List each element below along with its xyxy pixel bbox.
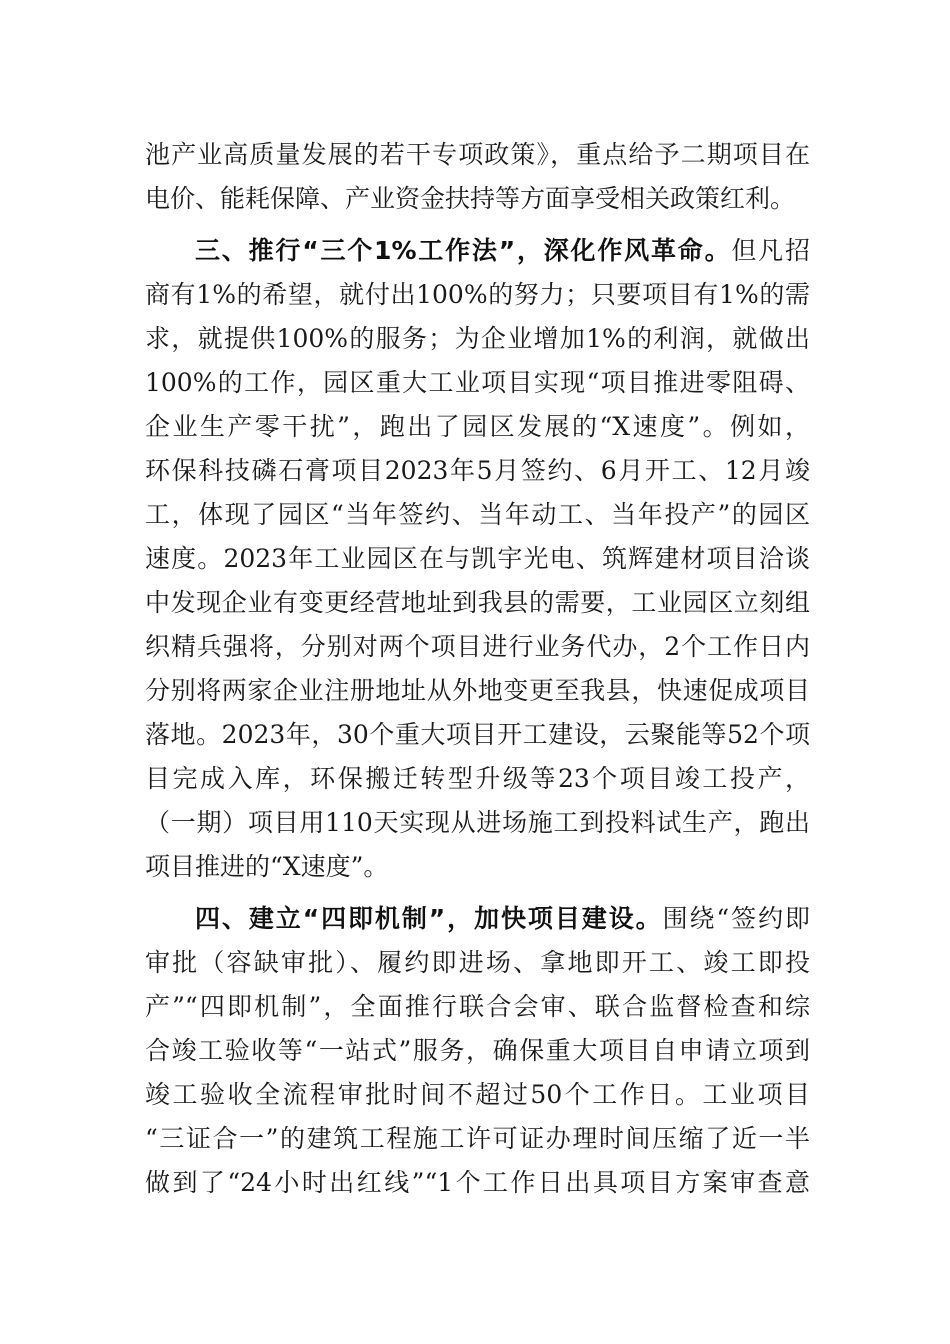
section3-line: 分别将两家企业注册地址从外地变更至我县，快速促成项目 <box>145 676 810 705</box>
section4-line: 审批（容缺审批）、履约即进场、拿地即开工、竣工即投 <box>145 948 810 977</box>
body-text <box>145 133 810 1205</box>
section3-line: 落地。2023年，30个重大项目开工建设，云聚能等52个项 <box>145 720 810 749</box>
section3-first-line-text: 但凡招 <box>731 236 810 265</box>
section3-line: 环保科技磷石膏项目2023年5月签约、6月开工、12月竣 <box>145 456 810 485</box>
section3-line: 项目推进的“X速度”。 <box>145 852 389 881</box>
section4-line: 做到了“24小时出红线”“1个工作日出具项目方案审查意 <box>145 1168 810 1197</box>
section4-line: 产”“四即机制”，全面推行联合会审、联合监督检查和综 <box>145 992 810 1021</box>
section3-heading: 三、推行“三个1%工作法”，深化作风革命。 <box>195 236 732 265</box>
section3-line: 商有1%的希望，就付出100%的努力；只要项目有1%的需 <box>145 280 810 309</box>
intro-line-2: 电价、能耗保障、产业资金扶持等方面享受相关政策红利。 <box>145 184 796 213</box>
section3-line: 速度。2023年工业园区在与凯宇光电、筑辉建材项目洽谈 <box>145 544 810 573</box>
intro-line-1: 池产业高质量发展的若干专项政策》，重点给予二期项目在 <box>145 140 810 169</box>
paragraph-gap <box>145 889 810 897</box>
section3-line: 100%的工作，园区重大工业项目实现“项目推进零阻碍、 <box>145 368 810 397</box>
section4-first-line <box>145 897 810 941</box>
section3-line: 求，就提供100%的服务；为企业增加1%的利润，就做出 <box>145 324 810 353</box>
section4-first-line-text: 围绕“签约即 <box>662 904 810 933</box>
section3-line: 织精兵强将，分别对两个项目进行业务代办，2个工作日内 <box>145 632 810 661</box>
paragraph-gap <box>145 221 810 229</box>
section3-line: 工，体现了园区“当年签约、当年动工、当年投产”的园区 <box>145 500 810 529</box>
section3-line: 企业生产零干扰”，跑出了园区发展的“X速度”。例如， <box>145 412 810 441</box>
section4-line: “三证合一”的建筑工程施工许可证办理时间压缩了近一半 <box>145 1124 810 1153</box>
section3-line: 目完成入库，环保搬迁转型升级等23个项目竣工投产， <box>145 764 810 793</box>
section4-line: 合竣工验收等“一站式”服务，确保重大项目自申请立项到 <box>145 1036 810 1065</box>
section3-line: 中发现企业有变更经营地址到我县的需要，工业园区立刻组 <box>145 588 810 617</box>
section4-line: 竣工验收全流程审批时间不超过50个工作日。工业项目 <box>145 1080 810 1109</box>
section4-heading: 四、建立“四即机制”，加快项目建设。 <box>195 904 663 933</box>
section3-first-line <box>145 229 810 273</box>
section3-line: （一期）项目用110天实现从进场施工到投料试生产，跑出 <box>145 808 810 837</box>
